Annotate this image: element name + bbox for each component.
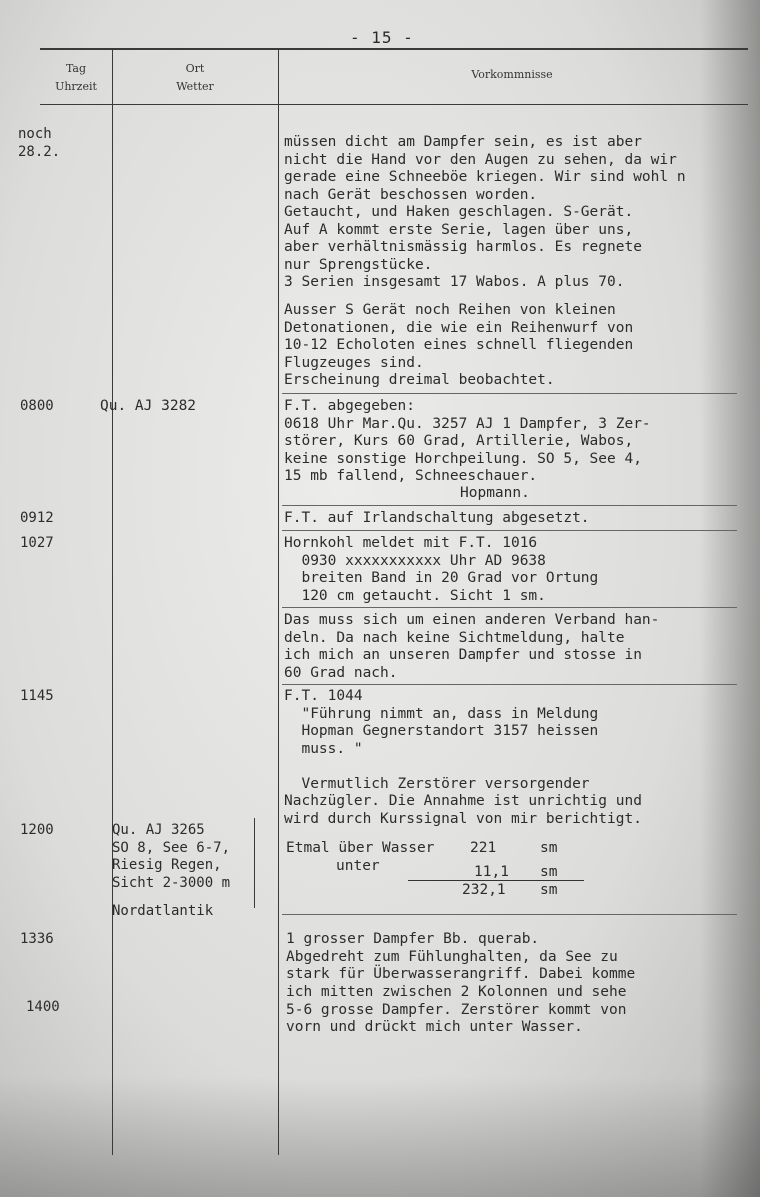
etmal-total-value: 232,1 [462, 882, 506, 898]
entry-time: 1336 [20, 931, 54, 947]
place-cell-rule [254, 818, 255, 908]
entry-text: F.T. auf Irlandschaltung abgesetzt. [284, 510, 590, 526]
header-col-events: Vorkommnisse [471, 68, 553, 81]
column-divider-2 [278, 50, 279, 1155]
header-col-time-line2: Uhrzeit [55, 80, 97, 93]
entry-time: 1400 [26, 999, 60, 1015]
entry-separator [282, 505, 737, 506]
column-divider-1 [112, 50, 113, 1155]
etmal-over-label: Etmal über Wasser [286, 840, 435, 856]
entry-place: Qu. AJ 3265 SO 8, See 6-7, Riesig Regen, Sicht 2-3000 m [112, 822, 231, 891]
entry-text: müssen dicht am Dampfer sein, es ist aber nicht die Hand vor den Augen zu sehen, da wir gerade eine Schneeböe kriegen. Wir sind wohl n nach Gerät beschossen worden. Getaucht, und Haken geschlagen. S-Gerät. Auf A kommt erste Serie, lagen über uns, aber verhältnismässig harmlos. Es regnete nur Sprengstücke. 3 Serien insgesamt 17 Wabos. A plus 70. [284, 134, 686, 290]
header-bottom-rule [40, 104, 748, 105]
entry-separator [282, 530, 737, 531]
entry-time: 0800 [20, 398, 54, 414]
entry-separator [282, 607, 737, 608]
header-col-place-line1: Ort [185, 62, 205, 75]
header-col-place-line2: Wetter [176, 80, 214, 93]
entry-text: Ausser S Gerät noch Reihen von kleinen Detonationen, die wie ein Reihenwurf von 10-12 Echoloten eines schnell fliegenden Flugzeuges sind. Erscheinung dreimal beobachtet. [284, 302, 634, 388]
entry-time: 1145 [20, 688, 54, 704]
etmal-under-label: unter [336, 858, 380, 874]
etmal-unit: sm [540, 882, 558, 898]
entry-separator [282, 914, 737, 915]
etmal-sum-rule [408, 880, 584, 881]
entry-separator [282, 684, 737, 685]
header-col-time-line1: Tag [65, 62, 87, 75]
entry-text: F.T. abgegeben: 0618 Uhr Mar.Qu. 3257 AJ 1 Dampfer, 3 Zer- störer, Kurs 60 Grad, Artillerie, Wabos, keine sonstige Horchpeilung. SO 5, See 4, 15 mb fallend, Schneeschauer. [284, 398, 651, 484]
entry-text: F.T. 1044 "Führung nimmt an, dass in Meldung Hopman Gegnerstandort 3157 heissen muss. " Vermutlich Zerstörer versorgender Nachzügler. Die Annahme ist unrichtig und wird durch Kurssignal von mir berichtigt. [284, 688, 642, 827]
etmal-unit: sm [540, 840, 558, 856]
page-edge-shadow [700, 0, 760, 1197]
etmal-under-value: 11,1 [474, 864, 509, 880]
entry-signature: Hopmann. [460, 485, 530, 501]
etmal-over-value: 221 [470, 840, 497, 856]
page-bottom-shadow [0, 1077, 760, 1197]
entry-time: 1027 [20, 535, 54, 551]
entry-text: Hornkohl meldet mit F.T. 1016 0930 xxxxxxxxxxx Uhr AD 9638 breiten Band in 20 Grad vor Ortung 120 cm getaucht. Sicht 1 sm. [284, 535, 599, 604]
page-number: - 15 - [350, 28, 414, 47]
entry-separator [282, 393, 737, 394]
entry-time: noch 28.2. [18, 126, 61, 160]
entry-region: Nordatlantik [112, 903, 214, 919]
etmal-unit: sm [540, 864, 558, 880]
header-col-place [114, 60, 276, 96]
entry-text: ich mitten zwischen 2 Kolonnen und sehe 5-6 grosse Dampfer. Zerstörer kommt von vorn und drückt mich unter Wasser. [286, 984, 627, 1035]
entry-text: Das muss sich um einen anderen Verband han- deln. Da nach keine Sichtmeldung, halte ich mich an unseren Dampfer und stosse in 60 Grad nach. [284, 612, 660, 681]
entry-time: 1200 [20, 822, 54, 838]
entry-text: 1 grosser Dampfer Bb. querab. Abgedreht zum Fühlunghalten, da See zu stark für Überwasserangriff. Dabei komme [286, 931, 636, 982]
header-top-rule [40, 48, 748, 50]
header-col-time [42, 60, 110, 96]
entry-place: Qu. AJ 3282 [100, 398, 197, 414]
entry-time: 0912 [20, 510, 54, 526]
